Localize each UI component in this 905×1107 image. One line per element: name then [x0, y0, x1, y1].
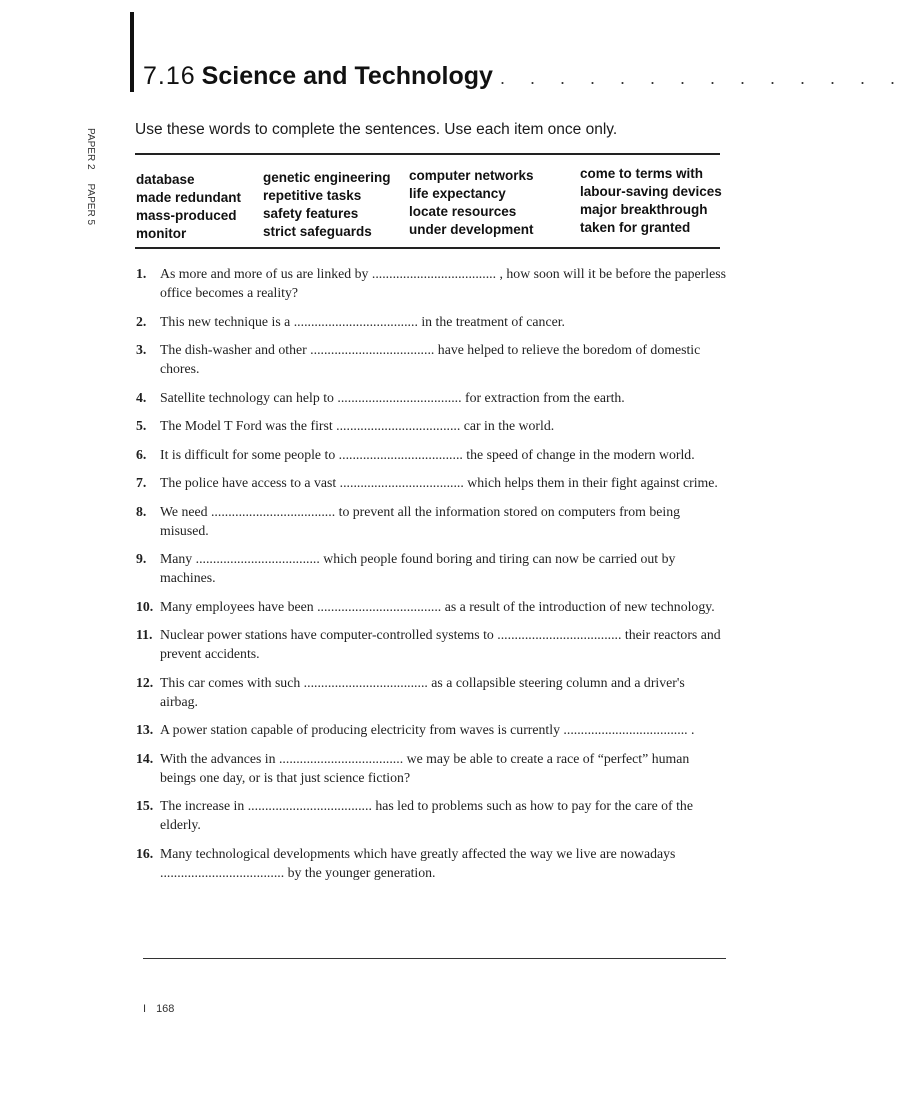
question-text: Many employees have been .................................... as a result of the introduction of new technology. — [160, 598, 715, 614]
word-item: monitor — [136, 226, 187, 241]
question-text: The police have access to a vast .................................... which helps them in their fight against crime. — [160, 475, 718, 490]
word-item: locate resources — [409, 204, 517, 219]
section-number: 7.16 — [143, 62, 196, 90]
question-text: The increase in .................................... has led to problems such as how to pay for the care of the elderly. — [160, 798, 693, 832]
question-number: 2. — [136, 313, 147, 329]
question-text: The Model T Ford was the first .................................... car in the world. — [160, 418, 555, 433]
word-item: made redundant — [136, 190, 242, 205]
question-item — [136, 549, 726, 587]
question-text: As more and more of us are linked by .................................... , how soon will it be before the paperless office becomes a reality? — [160, 266, 726, 300]
word-item: life expectancy — [409, 186, 506, 201]
word-item: safety features — [263, 206, 359, 221]
question-number: 11. — [136, 627, 153, 642]
page-number — [143, 1003, 174, 1015]
instructions-text: Use these words to complete the sentences. Use each item once only. — [135, 121, 618, 138]
question-text: With the advances in .................................... we may be able to create a race of “perfect” human beings one day, or is that just science fiction? — [160, 750, 690, 785]
word-item: repetitive tasks — [263, 188, 362, 203]
word-item: mass-produced — [136, 208, 237, 223]
question-number: 10. — [136, 598, 154, 614]
question-text: We need .................................... to prevent all the information stored on computers from being misused. — [160, 503, 680, 538]
title-vertical-rule — [130, 12, 134, 92]
question-text: This new technique is a .................................... in the treatment of cancer. — [160, 313, 565, 329]
question-item — [136, 264, 726, 302]
question-item — [136, 388, 726, 407]
question-number: 6. — [136, 446, 147, 462]
question-number: 16. — [136, 845, 154, 861]
question-number: 9. — [136, 551, 147, 566]
question-number: 13. — [136, 722, 154, 737]
question-text: Many .................................... which people found boring and tiring can now be carried out by machines. — [160, 551, 676, 585]
question-item — [136, 340, 726, 378]
question-item — [136, 796, 726, 834]
question-number: 15. — [136, 798, 154, 813]
footer-rule — [143, 958, 726, 959]
question-item — [136, 312, 726, 331]
word-item: come to terms with — [580, 166, 704, 181]
question-item — [136, 473, 726, 492]
word-box-column-1 — [136, 171, 241, 243]
word-box-column-2 — [263, 169, 391, 241]
question-item — [136, 597, 726, 616]
question-number: 5. — [136, 418, 147, 433]
question-text: A power station capable of producing electricity from waves is currently .................................... . — [160, 722, 695, 737]
word-item: taken for granted — [580, 220, 691, 235]
question-item — [136, 502, 726, 540]
word-item: database — [136, 172, 195, 187]
question-text: This car comes with such .................................... as a collapsible steering column and a driver's airbag. — [160, 674, 685, 709]
question-number: 14. — [136, 750, 154, 766]
page-title — [143, 62, 493, 91]
word-box-column-4 — [580, 165, 722, 237]
question-text: Nuclear power stations have computer-controlled systems to .................................... their reactors and prevent accidents. — [160, 627, 721, 661]
side-label-paper-2: PAPER 2 — [85, 128, 96, 170]
word-box-top-rule — [135, 153, 720, 155]
question-item — [136, 625, 726, 663]
question-number: 12. — [136, 674, 154, 690]
question-list — [136, 264, 726, 891]
question-item — [136, 749, 726, 787]
question-item — [136, 844, 726, 882]
title-leader-dots: . . . . . . . . . . . . . . — [500, 68, 905, 88]
question-text: Many technological developments which have greatly affected the way we live are nowadays .................................... by the younger generation. — [160, 845, 676, 880]
word-item: genetic engineering — [263, 170, 391, 185]
word-item: computer networks — [409, 168, 534, 183]
question-number: 3. — [136, 342, 147, 357]
page-number-value: 168 — [156, 1003, 175, 1015]
word-item: labour-saving devices — [580, 184, 722, 199]
page-number-bar: I — [143, 1003, 147, 1015]
question-text: The dish-washer and other .................................... have helped to relieve the boredom of domestic chores. — [160, 342, 701, 376]
word-box-column-3 — [409, 167, 534, 239]
question-item — [136, 673, 726, 711]
question-item — [136, 445, 726, 464]
question-number: 4. — [136, 389, 147, 405]
question-number: 7. — [136, 475, 147, 490]
question-item — [136, 720, 726, 739]
question-text: Satellite technology can help to .................................... for extraction from the earth. — [160, 389, 625, 405]
question-number: 8. — [136, 503, 147, 519]
question-item — [136, 416, 726, 435]
paper-side-label — [85, 128, 96, 239]
word-item: strict safeguards — [263, 224, 372, 239]
section-title: Science and Technology — [201, 62, 493, 90]
word-box-bottom-rule — [135, 247, 720, 249]
question-text: It is difficult for some people to .................................... the speed of change in the modern world. — [160, 446, 695, 462]
word-item: major breakthrough — [580, 202, 708, 217]
side-label-paper-5: PAPER 5 — [85, 183, 96, 225]
word-item: under development — [409, 222, 534, 237]
question-number: 1. — [136, 266, 147, 281]
